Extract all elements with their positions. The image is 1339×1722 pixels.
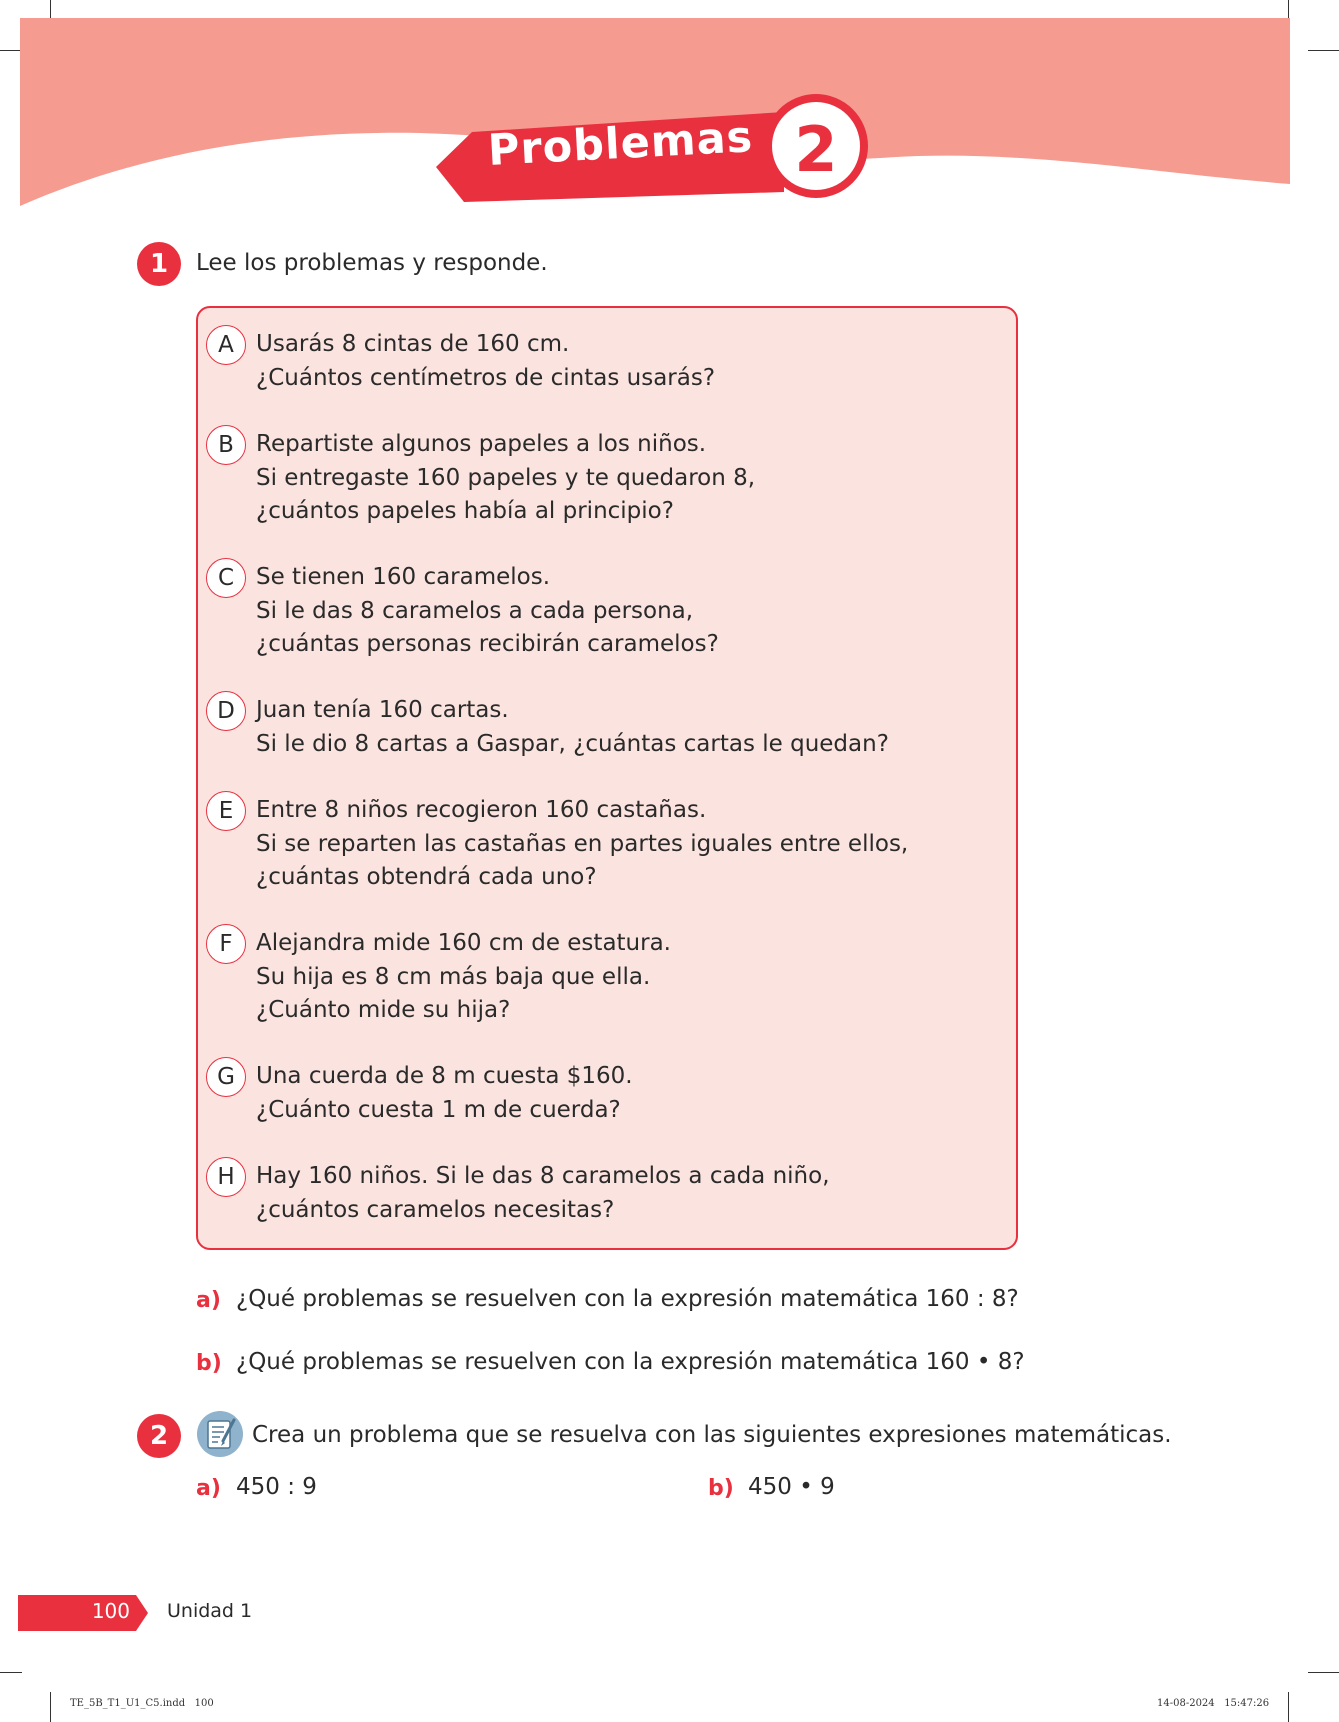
- title-number: 2: [794, 113, 838, 186]
- problem-letter: F: [206, 924, 246, 964]
- problem-letter: A: [206, 325, 246, 365]
- problem-letter: H: [206, 1157, 246, 1197]
- crop-mark: [1288, 1692, 1289, 1722]
- exercise-2-instruction: Crea un problema que se resuelva con las siguientes expresiones matemáticas.: [252, 1422, 1172, 1448]
- problem-line: Hay 160 niños. Si le das 8 caramelos a cada niño,: [256, 1163, 830, 1189]
- problem-line: Se tienen 160 caramelos.: [256, 564, 551, 590]
- problem-line: ¿Cuántos centímetros de cintas usarás?: [256, 364, 716, 391]
- problem-letter: E: [206, 791, 246, 831]
- problem-letter: C: [206, 558, 246, 598]
- problem-letter: B: [206, 425, 246, 465]
- problem-line: Si se reparten las castañas en partes iguales entre ellos,: [256, 830, 909, 857]
- page-title: Problemas: [486, 112, 755, 176]
- problem-letter: D: [206, 691, 246, 731]
- problem-line: Entre 8 niños recogieron 160 castañas.: [256, 797, 707, 823]
- problem-line: ¿Cuánto cuesta 1 m de cuerda?: [256, 1096, 621, 1123]
- unit-label: Unidad 1: [167, 1600, 253, 1622]
- problem-line: Juan tenía 160 cartas.: [256, 697, 509, 723]
- exercise-2-item-b-text: 450 • 9: [748, 1474, 835, 1500]
- problem-line: Una cuerda de 8 m cuesta $160.: [256, 1063, 633, 1089]
- problem-line: ¿cuántos papeles había al principio?: [256, 498, 674, 524]
- crop-mark: [50, 1692, 51, 1722]
- exercise-2-badge: 2: [137, 1414, 181, 1458]
- exercise-1-badge: 1: [137, 242, 181, 286]
- problem-line: Alejandra mide 160 cm de estatura.: [256, 930, 671, 956]
- problem-line: Si le das 8 caramelos a cada persona,: [256, 597, 694, 624]
- crop-mark: [1308, 1672, 1339, 1673]
- print-timestamp: 14-08-2024 15:47:26: [1157, 1698, 1270, 1709]
- exercise-1-instruction: Lee los problemas y responde.: [196, 250, 548, 276]
- problem-line: Si le dio 8 cartas a Gaspar, ¿cuántas cartas le quedan?: [256, 730, 889, 757]
- crop-mark: [0, 1672, 22, 1673]
- notebook-icon: [196, 1410, 244, 1458]
- exercise-2-item-a-text: 450 : 9: [236, 1474, 317, 1500]
- file-slug: TE_5B_T1_U1_C5.indd 100: [70, 1698, 214, 1709]
- question-a-text: ¿Qué problemas se resuelven con la expresión matemática 160 : 8?: [236, 1286, 1019, 1312]
- problem-line: ¿Cuánto mide su hija?: [256, 997, 511, 1023]
- crop-mark: [0, 50, 22, 51]
- problem-line: ¿cuántas personas recibirán caramelos?: [256, 631, 719, 657]
- problem-letter: G: [206, 1057, 246, 1097]
- problem-line: Repartiste algunos papeles a los niños.: [256, 431, 707, 457]
- problem-line: ¿cuántos caramelos necesitas?: [256, 1196, 615, 1223]
- problem-line: Si entregaste 160 papeles y te quedaron 8,: [256, 464, 756, 491]
- crop-mark: [1308, 50, 1339, 51]
- question-b-text: ¿Qué problemas se resuelven con la expresión matemática 160 • 8?: [236, 1349, 1025, 1375]
- page-number: 100: [91, 1599, 130, 1623]
- problem-line: Usarás 8 cintas de 160 cm.: [256, 331, 570, 357]
- question-a-label: a): [196, 1288, 221, 1313]
- problem-line: ¿cuántas obtendrá cada uno?: [256, 864, 597, 890]
- exercise-2-item-a-label: a): [196, 1476, 221, 1501]
- problem-line: Su hija es 8 cm más baja que ella.: [256, 963, 651, 990]
- exercise-2-item-b-label: b): [708, 1476, 734, 1501]
- question-b-label: b): [196, 1351, 222, 1376]
